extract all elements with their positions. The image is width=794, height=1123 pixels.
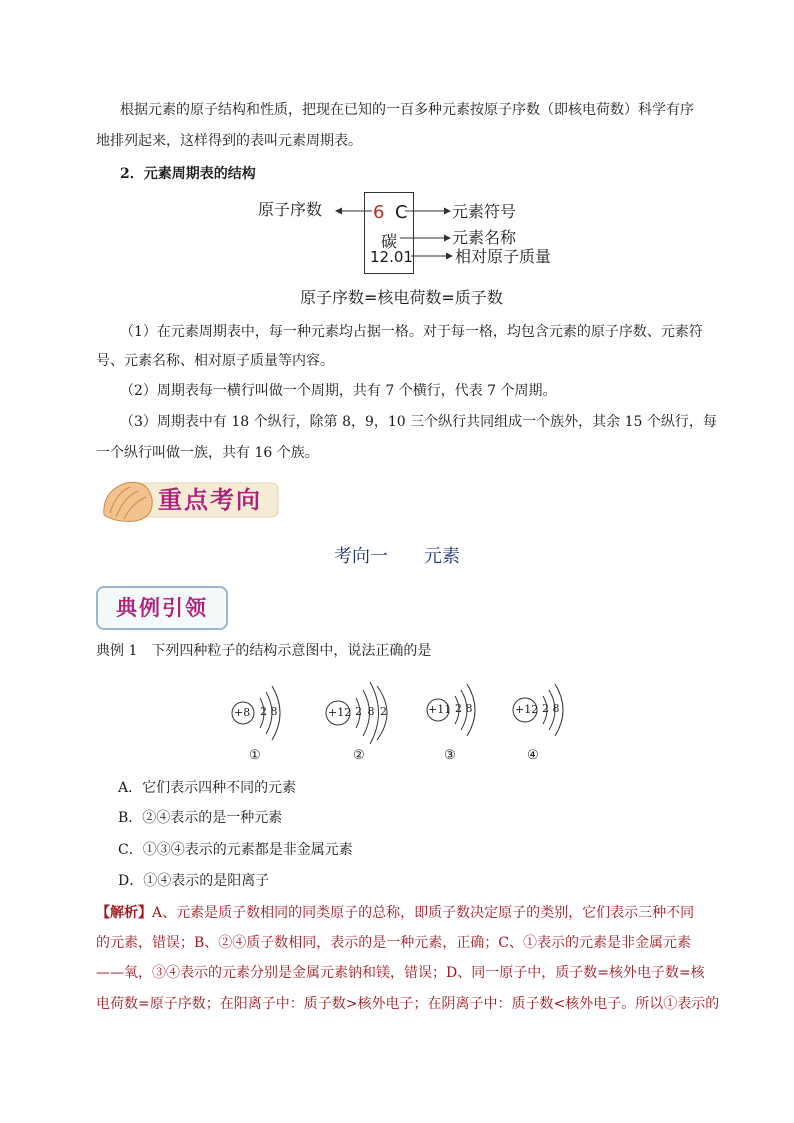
intro-line-1: 根据元素的原子结构和性质，把现在已知的一百多种元素按原子序数（即核电荷数）科学有序	[120, 102, 694, 118]
nucleus-charge: +11	[428, 703, 452, 716]
section-title: 考向一 元素	[334, 546, 460, 567]
option-d: D．①④表示的是阳离子	[118, 873, 270, 889]
label-atomic-mass: 相对原子质量	[455, 247, 552, 266]
element-name: 碳	[381, 232, 398, 251]
shell-electrons: 2 8	[260, 705, 278, 718]
nucleus-charge: +8	[234, 706, 251, 719]
option-b: B．②④表示的是一种元素	[118, 810, 283, 826]
label-element-symbol: 元素符号	[452, 202, 517, 221]
point-1-line-2: 号、元素名称、相对原子质量等内容。	[96, 353, 334, 369]
analysis-line-4: 电荷数=原子序数；在阳离子中：质子数>核外电子；在阴离子中：质子数<核外电子。所以①表示的	[96, 996, 720, 1012]
intro-line-2: 地排列起来，这样得到的表叫元素周期表。	[96, 133, 362, 149]
analysis-line-3: ——氧，③④表示的元素分别是金属元素钠和镁，错误；D、同一原子中，质子数=核外电子数=核	[96, 965, 705, 981]
element-mass: 12.01	[370, 248, 413, 266]
element-number: 6	[373, 202, 385, 223]
label-atomic-number: 原子序数	[258, 200, 323, 219]
point-3-line-2: 一个纵行叫做一族，共有 16 个族。	[96, 445, 319, 461]
option-c: C．①③④表示的元素都是非金属元素	[118, 842, 353, 858]
shell-icon	[100, 479, 154, 523]
atom-diagram-2	[325, 680, 405, 750]
point-1-line-1: （1）在元素周期表中，每一种元素均占据一格。对于每一格，均包含元素的原子序数、元素符	[120, 324, 703, 340]
shell-electrons: 2 8	[455, 702, 473, 715]
equation: 原子序数=核电荷数=质子数	[300, 288, 503, 307]
element-symbol: C	[395, 202, 408, 223]
analysis-tag: 【解析】	[96, 905, 152, 921]
atom-label-3: ③	[444, 748, 456, 763]
element-cell-arrows	[0, 0, 794, 300]
shell-electrons: 2 8 2	[355, 705, 388, 718]
option-a: A．它们表示四种不同的元素	[118, 780, 297, 796]
banner-title: 重点考向	[158, 486, 262, 514]
section-2-heading: 2．元素周期表的结构	[120, 166, 256, 182]
atom-label-1: ①	[249, 748, 261, 763]
point-2-line-1: （2）周期表每一横行叫做一个周期，共有 7 个横行，代表 7 个周期。	[120, 383, 557, 399]
atom-diagram-4	[512, 680, 592, 750]
nucleus-charge: +12	[515, 703, 539, 716]
atom-diagram-1	[230, 680, 310, 750]
example-tag: 典例引领	[96, 586, 228, 630]
atom-label-2: ②	[353, 748, 365, 763]
label-element-name: 元素名称	[452, 228, 517, 247]
question-text: 典例 1 下列四种粒子的结构示意图中，说法正确的是	[96, 643, 432, 659]
atom-label-4: ④	[527, 748, 539, 763]
key-points-banner	[96, 477, 282, 523]
analysis-line-2: 的元素，错误；B、②④质子数相同，表示的是一种元素，正确；C、①表示的元素是非金属元素	[96, 935, 691, 951]
nucleus-charge: +12	[328, 706, 352, 719]
analysis-text-1: A、元素是质子数相同的同类原子的总称，即质子数决定原子的类别，它们表示三种不同	[152, 905, 695, 921]
point-3-line-1: （3）周期表中有 18 个纵行，除第 8，9，10 三个纵行共同组成一个族外，其余 15 个纵行，每	[120, 414, 717, 430]
analysis-line-1	[96, 903, 694, 923]
atom-diagram-3	[425, 680, 505, 750]
shell-electrons: 2 8	[542, 702, 560, 715]
